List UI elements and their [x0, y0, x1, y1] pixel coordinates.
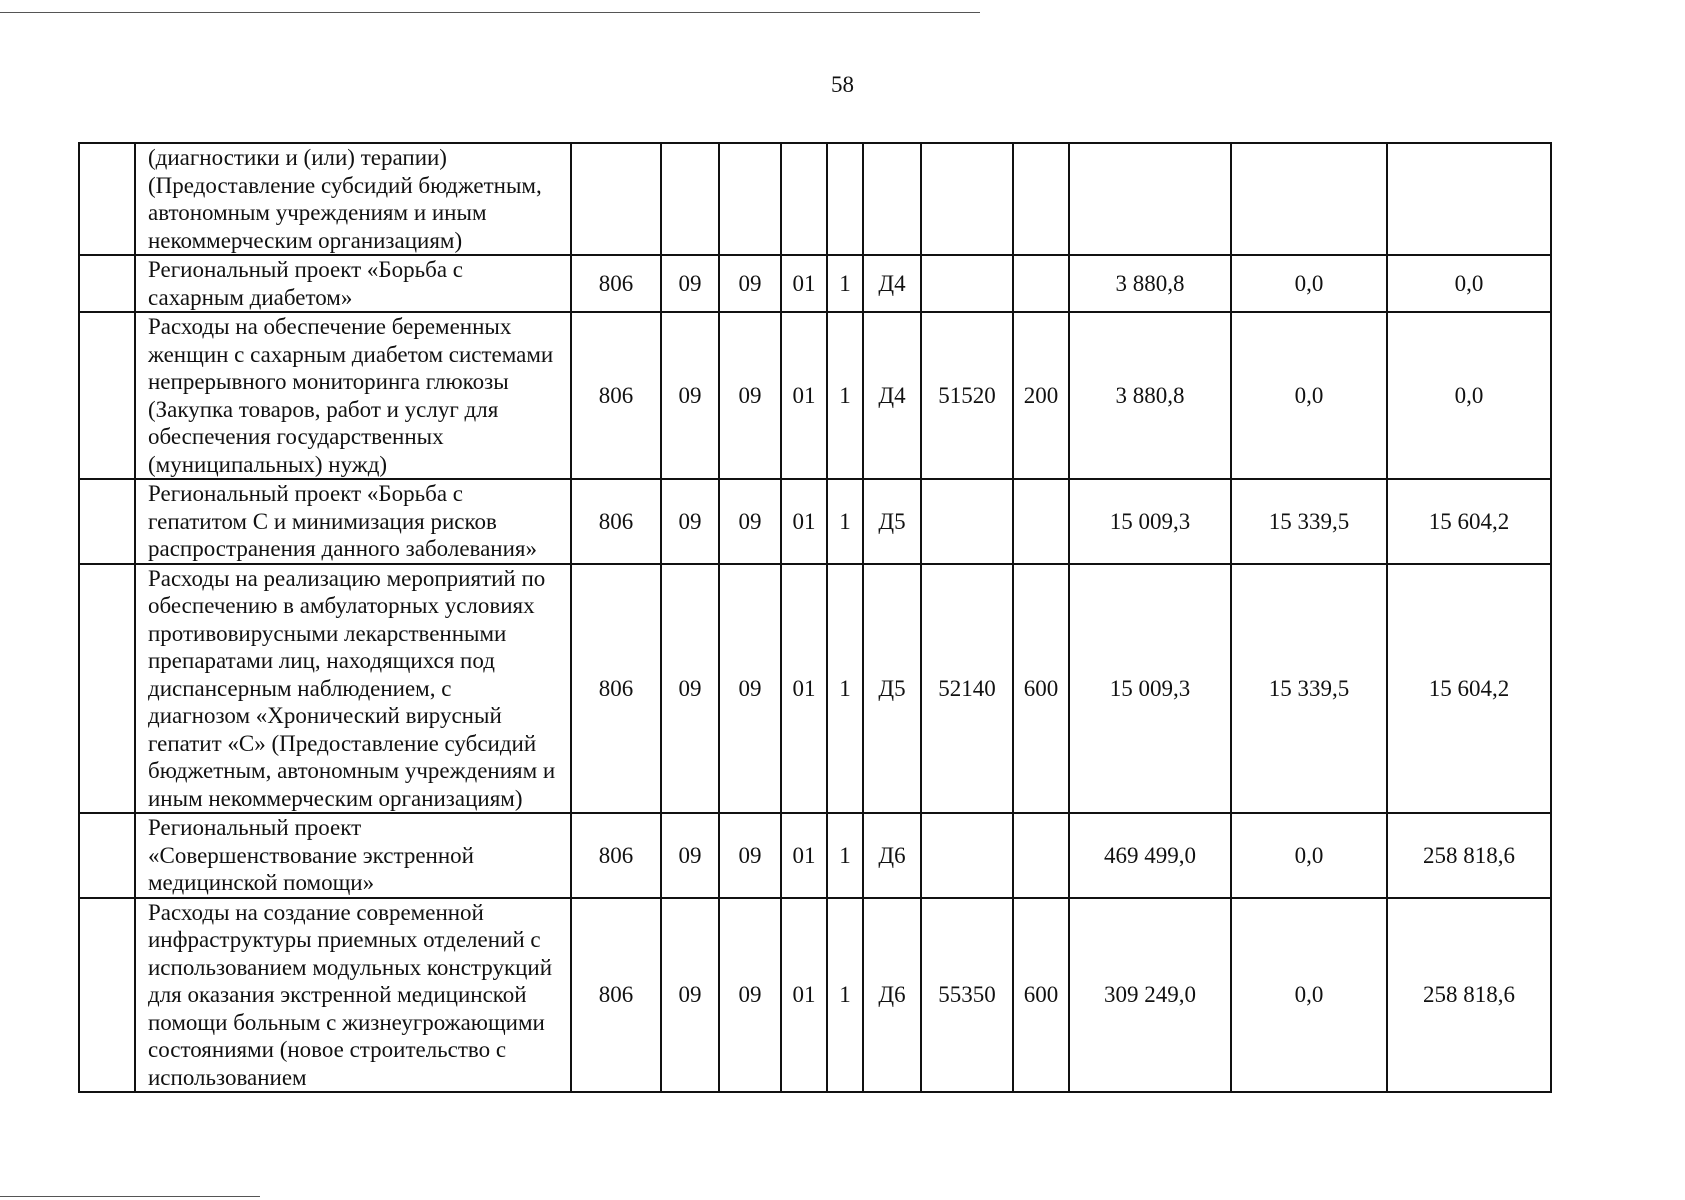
scan-edge-top	[0, 12, 980, 13]
expense-type-cell	[1013, 813, 1069, 898]
subsection-code-cell: 09	[719, 479, 781, 564]
expense-type-cell: 600	[1013, 564, 1069, 814]
direction-code-cell: 51520	[921, 312, 1013, 479]
amount-year2-cell: 0,0	[1231, 898, 1387, 1093]
amount-year2-cell: 0,0	[1231, 813, 1387, 898]
dept-code-cell: 806	[571, 564, 661, 814]
subsection-code-cell: 09	[719, 255, 781, 312]
subprogram-code-cell: 1	[827, 813, 863, 898]
row-index-cell	[79, 255, 135, 312]
section-code-cell: 09	[661, 255, 719, 312]
project-code-cell: Д5	[863, 479, 921, 564]
row-name-cell: Региональный проект «Борьба с сахарным диабетом»	[135, 255, 571, 312]
program-code-cell: 01	[781, 312, 827, 479]
direction-code-cell	[921, 813, 1013, 898]
row-name-cell: Расходы на реализацию мероприятий по обеспечению в амбулаторных условиях противовирусными лекарственными препаратами лиц, находящихся под диспансерным наблюдением, с диагнозом «Хронический вирусный гепатит «С» (Предоставление субсидий бюджетным, автономным учреждениям и иным некоммерческим организациям)	[135, 564, 571, 814]
amount-year2-cell	[1231, 143, 1387, 255]
direction-code-cell: 55350	[921, 898, 1013, 1093]
amount-year1-cell: 3 880,8	[1069, 312, 1231, 479]
amount-year3-cell: 15 604,2	[1387, 479, 1551, 564]
dept-code-cell: 806	[571, 312, 661, 479]
expense-type-cell	[1013, 143, 1069, 255]
amount-year3-cell: 258 818,6	[1387, 813, 1551, 898]
row-index-cell	[79, 813, 135, 898]
dept-code-cell: 806	[571, 479, 661, 564]
subsection-code-cell	[719, 143, 781, 255]
table-row	[79, 898, 1551, 1093]
section-code-cell: 09	[661, 898, 719, 1093]
row-name-cell: Расходы на создание современной инфраструктуры приемных отделений с использованием модульных конструкций для оказания экстренной медицинской помощи больным с жизнеугрожающими состояниями (новое строительство с использованием	[135, 898, 571, 1093]
section-code-cell: 09	[661, 564, 719, 814]
subsection-code-cell: 09	[719, 312, 781, 479]
expense-type-cell	[1013, 255, 1069, 312]
project-code-cell: Д4	[863, 255, 921, 312]
subprogram-code-cell: 1	[827, 564, 863, 814]
row-index-cell	[79, 898, 135, 1093]
section-code-cell	[661, 143, 719, 255]
scan-edge-bottom	[0, 1196, 260, 1197]
amount-year3-cell: 258 818,6	[1387, 898, 1551, 1093]
subsection-code-cell: 09	[719, 564, 781, 814]
expense-type-cell: 600	[1013, 898, 1069, 1093]
row-name-cell: Региональный проект «Совершенствование экстренной медицинской помощи»	[135, 813, 571, 898]
amount-year1-cell: 15 009,3	[1069, 564, 1231, 814]
project-code-cell: Д6	[863, 813, 921, 898]
row-index-cell	[79, 564, 135, 814]
direction-code-cell	[921, 255, 1013, 312]
subprogram-code-cell: 1	[827, 312, 863, 479]
direction-code-cell	[921, 143, 1013, 255]
amount-year3-cell: 0,0	[1387, 312, 1551, 479]
project-code-cell: Д4	[863, 312, 921, 479]
section-code-cell: 09	[661, 312, 719, 479]
subsection-code-cell: 09	[719, 813, 781, 898]
amount-year3-cell	[1387, 143, 1551, 255]
row-index-cell	[79, 143, 135, 255]
section-code-cell: 09	[661, 813, 719, 898]
table-row	[79, 255, 1551, 312]
program-code-cell: 01	[781, 255, 827, 312]
amount-year2-cell: 0,0	[1231, 312, 1387, 479]
subprogram-code-cell: 1	[827, 255, 863, 312]
table-row	[79, 312, 1551, 479]
program-code-cell	[781, 143, 827, 255]
expense-type-cell	[1013, 479, 1069, 564]
project-code-cell: Д5	[863, 564, 921, 814]
project-code-cell: Д6	[863, 898, 921, 1093]
row-name-cell: Региональный проект «Борьба с гепатитом С и минимизация рисков распространения данного заболевания»	[135, 479, 571, 564]
dept-code-cell: 806	[571, 813, 661, 898]
program-code-cell: 01	[781, 479, 827, 564]
subsection-code-cell: 09	[719, 898, 781, 1093]
dept-code-cell	[571, 143, 661, 255]
amount-year2-cell: 15 339,5	[1231, 479, 1387, 564]
amount-year2-cell: 15 339,5	[1231, 564, 1387, 814]
amount-year1-cell: 309 249,0	[1069, 898, 1231, 1093]
amount-year3-cell: 15 604,2	[1387, 564, 1551, 814]
amount-year2-cell: 0,0	[1231, 255, 1387, 312]
amount-year1-cell: 469 499,0	[1069, 813, 1231, 898]
table-row	[79, 479, 1551, 564]
row-name-cell: Расходы на обеспечение беременных женщин с сахарным диабетом системами непрерывного мониторинга глюкозы (Закупка товаров, работ и услуг для обеспечения государственных (муниципальных) нужд)	[135, 312, 571, 479]
table-row	[79, 813, 1551, 898]
table-row	[79, 143, 1551, 255]
dept-code-cell: 806	[571, 255, 661, 312]
direction-code-cell: 52140	[921, 564, 1013, 814]
subprogram-code-cell: 1	[827, 898, 863, 1093]
expense-type-cell: 200	[1013, 312, 1069, 479]
row-index-cell	[79, 479, 135, 564]
program-code-cell: 01	[781, 564, 827, 814]
amount-year1-cell: 3 880,8	[1069, 255, 1231, 312]
program-code-cell: 01	[781, 813, 827, 898]
amount-year1-cell: 15 009,3	[1069, 479, 1231, 564]
dept-code-cell: 806	[571, 898, 661, 1093]
page-number: 58	[831, 72, 854, 97]
program-code-cell: 01	[781, 898, 827, 1093]
subprogram-code-cell: 1	[827, 479, 863, 564]
subprogram-code-cell	[827, 143, 863, 255]
row-name-cell: (диагностики и (или) терапии) (Предоставление субсидий бюджетным, автономным учреждениям и иным некоммерческим организациям)	[135, 143, 571, 255]
row-index-cell	[79, 312, 135, 479]
table-body	[79, 143, 1551, 1092]
amount-year3-cell: 0,0	[1387, 255, 1551, 312]
direction-code-cell	[921, 479, 1013, 564]
table-row	[79, 564, 1551, 814]
section-code-cell: 09	[661, 479, 719, 564]
amount-year1-cell	[1069, 143, 1231, 255]
budget-table	[78, 142, 1552, 1093]
project-code-cell	[863, 143, 921, 255]
